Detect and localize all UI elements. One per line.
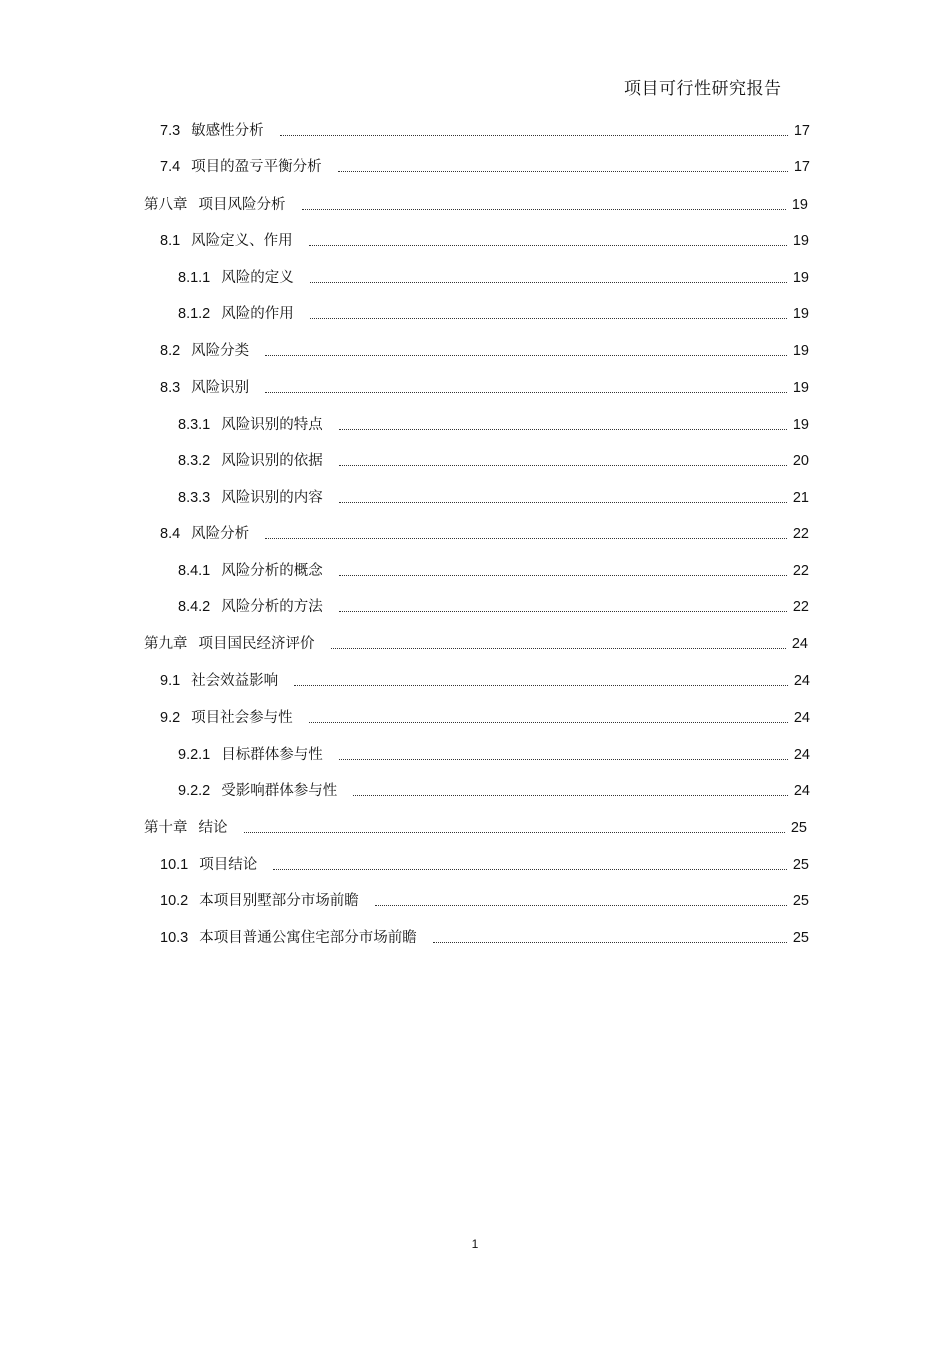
toc-leader-dots — [265, 354, 787, 356]
toc-entry[interactable] — [178, 451, 809, 471]
toc-entry[interactable] — [178, 781, 810, 801]
toc-entry[interactable] — [160, 378, 809, 398]
toc-leader-dots — [310, 317, 787, 319]
toc-leader-dots — [331, 647, 786, 649]
toc-leader-dots — [433, 941, 787, 943]
toc-entry-number: 8.3.2 — [178, 453, 211, 469]
toc-leader-dots — [294, 684, 788, 686]
toc-entry-number: 第十章 — [144, 820, 188, 836]
toc-entry-page: 24 — [793, 747, 810, 763]
toc-entry[interactable] — [160, 121, 810, 141]
toc-entry-title: 风险分类 — [191, 343, 250, 359]
toc-leader-dots — [280, 134, 788, 136]
toc-entry-title: 风险识别的内容 — [221, 490, 323, 506]
toc-entry[interactable] — [178, 268, 809, 288]
toc-leader-dots — [265, 537, 787, 539]
toc-entry[interactable] — [178, 745, 810, 765]
toc-entry-page: 24 — [791, 636, 808, 652]
toc-entry-page: 20 — [792, 453, 809, 469]
toc-entry-page: 17 — [793, 123, 810, 139]
toc-entry-title: 风险分析的概念 — [221, 563, 323, 579]
toc-entry-title: 风险分析的方法 — [221, 599, 323, 615]
toc-entry-page: 22 — [792, 526, 809, 542]
toc-entry[interactable] — [178, 415, 809, 435]
toc-entry-number: 10.1 — [160, 857, 189, 873]
toc-entry-page: 19 — [792, 417, 809, 433]
toc-leader-dots — [339, 610, 787, 612]
toc-entry[interactable] — [178, 561, 809, 581]
toc-leader-dots — [273, 868, 787, 870]
toc-entry[interactable] — [160, 891, 809, 911]
toc-entry[interactable] — [178, 597, 809, 617]
toc-entry-page: 25 — [792, 893, 809, 909]
toc-leader-dots — [338, 170, 788, 172]
toc-entry-page: 19 — [792, 306, 809, 322]
toc-entry-number: 8.2 — [160, 343, 181, 359]
toc-entry-page: 25 — [790, 820, 807, 836]
toc-entry-number: 8.3.3 — [178, 490, 211, 506]
toc-entry[interactable] — [160, 524, 809, 544]
toc-entry-page: 24 — [793, 783, 810, 799]
toc-entry-page: 19 — [792, 380, 809, 396]
toc-entry[interactable] — [160, 341, 809, 361]
toc-entry-number: 8.4.2 — [178, 599, 211, 615]
toc-entry[interactable] — [144, 818, 807, 838]
toc-entry-number: 7.4 — [160, 159, 181, 175]
toc-entry-number: 10.3 — [160, 930, 189, 946]
toc-entry[interactable] — [160, 231, 809, 251]
toc-entry-page: 19 — [791, 197, 808, 213]
toc-entry-title: 风险的定义 — [221, 270, 294, 286]
toc-entry-number: 7.3 — [160, 123, 181, 139]
running-header: 项目可行性研究报告 — [624, 79, 782, 99]
toc-entry-title: 本项目普通公寓住宅部分市场前瞻 — [199, 930, 417, 946]
toc-entry-number: 8.3 — [160, 380, 181, 396]
toc-leader-dots — [375, 904, 787, 906]
toc-entry-title: 项目的盈亏平衡分析 — [191, 159, 322, 175]
toc-entry[interactable] — [178, 488, 809, 508]
toc-entry[interactable] — [144, 195, 808, 215]
toc-entry-number: 8.1.1 — [178, 270, 211, 286]
toc-entry-title: 敏感性分析 — [191, 123, 264, 139]
toc-entry-page: 24 — [793, 673, 810, 689]
toc-entry-number: 8.4 — [160, 526, 181, 542]
toc-entry[interactable] — [144, 634, 808, 654]
toc-leader-dots — [339, 758, 788, 760]
page-number: 1 — [471, 1237, 479, 1251]
toc-entry-number: 9.1 — [160, 673, 181, 689]
toc-entry-title: 项目风险分析 — [198, 197, 286, 213]
toc-entry-page: 25 — [792, 930, 809, 946]
toc-entry-title: 结论 — [198, 820, 228, 836]
toc-entry[interactable] — [178, 304, 809, 324]
toc-leader-dots — [310, 281, 787, 283]
toc-entry-page: 17 — [793, 159, 810, 175]
toc-entry-title: 风险分析 — [191, 526, 250, 542]
toc-entry-page: 19 — [792, 343, 809, 359]
toc-entry[interactable] — [160, 708, 810, 728]
toc-leader-dots — [353, 794, 788, 796]
toc-entry-number: 8.1 — [160, 233, 181, 249]
toc-entry-title: 风险识别的特点 — [221, 417, 323, 433]
toc-leader-dots — [309, 244, 787, 246]
toc-entry-number: 8.1.2 — [178, 306, 211, 322]
toc-entry-number: 10.2 — [160, 893, 189, 909]
toc-entry-title: 风险识别 — [191, 380, 250, 396]
toc-entry-title: 目标群体参与性 — [221, 747, 323, 763]
toc-entry-title: 项目结论 — [199, 857, 258, 873]
toc-entry-number: 8.3.1 — [178, 417, 211, 433]
toc-entry-page: 24 — [793, 710, 810, 726]
toc-entry-number: 8.4.1 — [178, 563, 211, 579]
toc-entry-title: 社会效益影响 — [191, 673, 279, 689]
toc-leader-dots — [339, 501, 787, 503]
toc-entry-number: 9.2.2 — [178, 783, 211, 799]
toc-entry[interactable] — [160, 928, 809, 948]
toc-entry-title: 项目国民经济评价 — [198, 636, 315, 652]
toc-entry-title: 风险定义、作用 — [191, 233, 293, 249]
toc-entry-title: 受影响群体参与性 — [221, 783, 338, 799]
toc-entry-page: 25 — [792, 857, 809, 873]
toc-entry-page: 22 — [792, 599, 809, 615]
toc-leader-dots — [302, 208, 786, 210]
toc-leader-dots — [265, 391, 787, 393]
toc-entry-title: 风险识别的依据 — [221, 453, 323, 469]
toc-entry-page: 19 — [792, 233, 809, 249]
toc-leader-dots — [339, 428, 787, 430]
toc-entry[interactable] — [160, 855, 809, 875]
toc-entry-number: 第八章 — [144, 197, 188, 213]
toc-leader-dots — [244, 831, 785, 833]
toc-entry-page: 21 — [792, 490, 809, 506]
toc-entry[interactable] — [160, 157, 810, 177]
toc-entry-number: 第九章 — [144, 636, 188, 652]
toc-entry[interactable] — [160, 671, 810, 691]
toc-entry-page: 22 — [792, 563, 809, 579]
toc-leader-dots — [309, 721, 788, 723]
toc-leader-dots — [339, 464, 787, 466]
toc-entry-number: 9.2.1 — [178, 747, 211, 763]
toc-entry-page: 19 — [792, 270, 809, 286]
toc-entry-title: 项目社会参与性 — [191, 710, 293, 726]
toc-leader-dots — [339, 574, 787, 576]
toc-entry-title: 风险的作用 — [221, 306, 294, 322]
toc-entry-number: 9.2 — [160, 710, 181, 726]
toc-entry-title: 本项目别墅部分市场前瞻 — [199, 893, 359, 909]
